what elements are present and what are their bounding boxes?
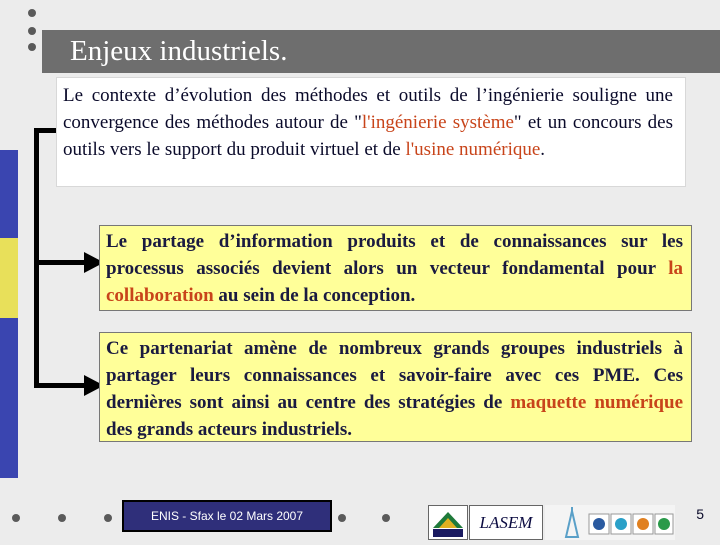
footer-dot xyxy=(338,514,346,522)
highlight-ingenierie-systeme: l'ingénierie système xyxy=(361,112,514,133)
slide-title: Enjeux industriels. xyxy=(70,35,288,67)
title-dot xyxy=(28,43,36,51)
partnership-text: des grands acteurs industriels. xyxy=(106,419,352,440)
footer-dot xyxy=(58,514,66,522)
footer-event-label: ENIS - Sfax le 02 Mars 2007 xyxy=(122,500,332,532)
connector-arrow-shaft-2 xyxy=(34,383,86,388)
title-dot xyxy=(28,9,36,17)
highlight-maquette-numerique: maquette numérique xyxy=(510,392,683,413)
page-number: 5 xyxy=(696,506,704,522)
collaboration-box xyxy=(99,225,692,311)
footer-dot xyxy=(12,514,20,522)
enis-logo-icon xyxy=(429,506,467,539)
partnership-box xyxy=(99,332,692,442)
connector-vertical xyxy=(34,128,39,388)
intro-text: Le contexte d’évolution des méthodes et outils de l’ingénierie souligne une convergence des méthodes autour de " xyxy=(63,85,673,133)
partner-logos-icon xyxy=(545,505,675,540)
highlight-collaboration: la collaboration xyxy=(106,258,683,306)
intro-text: . xyxy=(540,139,546,160)
collaboration-text: au sein de la conception. xyxy=(213,285,416,306)
intro-text: " et un concours des outils vers le support du produit virtuel et de xyxy=(63,112,673,160)
lasem-logo-text: LASEM xyxy=(479,513,533,532)
title-dot xyxy=(28,27,36,35)
left-bar-yellow xyxy=(0,238,18,318)
left-bar-blue-top xyxy=(0,150,18,238)
footer-dot xyxy=(104,514,112,522)
collaboration-text: Le partage d’information produits et de connaissances sur les processus associés devient alors un vecteur fondamental pour xyxy=(106,231,683,279)
intro-text-box xyxy=(56,77,686,187)
connector-arrow-shaft-1 xyxy=(34,260,86,265)
left-bar-blue-bottom xyxy=(0,318,18,478)
enis-logo xyxy=(428,505,468,540)
highlight-usine-numerique: l'usine numérique xyxy=(405,139,541,160)
partner-logos xyxy=(545,505,675,540)
partnership-text: Ce partenariat amène de nombreux grands groupes industriels à partager leurs connaissances et savoir-faire avec ces PME. Ces dernières sont ainsi au centre des stratégies de xyxy=(106,338,683,413)
lasem-logo xyxy=(469,505,543,540)
footer-dot xyxy=(382,514,390,522)
